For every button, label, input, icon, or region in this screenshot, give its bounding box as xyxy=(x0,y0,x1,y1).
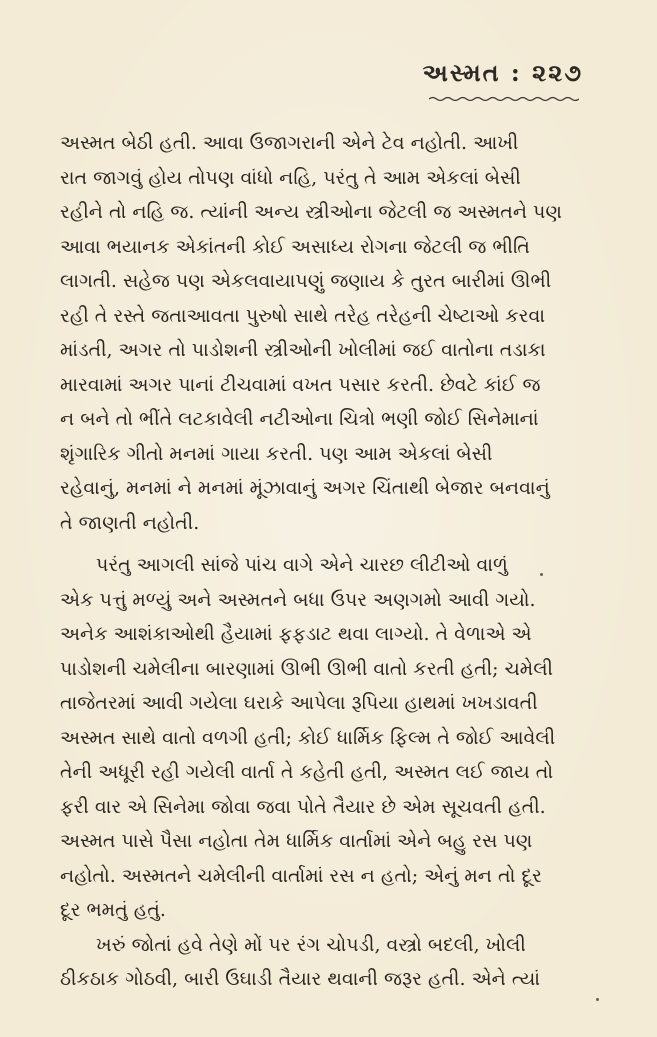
text-line: મારવામાં અગર પાનાં ટીચવામાં વખત પસાર કરતી. છેવટે કાંઈ જ xyxy=(60,373,541,396)
text-line: તાજેતરમાં આવી ગયેલા ઘરાકે આપેલા રૂપિયા હાથમાં ખખડાવતી xyxy=(60,692,538,714)
text-line: અસ્મત સાથે વાતો વળગી હતી; કોઈ ધાર્મિક ફિલ્મ તે જોઈ આવેલી xyxy=(60,726,556,749)
body-text xyxy=(60,126,590,997)
text-line: ખરું જોતાં હવે તેણે મોં પર રંગ ચોપડી, વસ્ત્રો બદલી, ખોલી xyxy=(96,933,526,956)
text-line: પરંતુ આગલી સાંજે પાંચ વાગે એને ચારછ લીટીઓ વાળું xyxy=(96,554,508,576)
text-line: રહીને તો નહિ જ. ત્યાંની અન્ય સ્ત્રીઓના જેટલી જ અસ્મતને પણ xyxy=(60,201,562,223)
text-line: દૂર ભમતું હતું. xyxy=(60,899,166,921)
text-line: ઠીકઠાક ગોઠવી, બારી ઉઘાડી તૈયાર થવાની જરૂર હતી. એને ત્યાં xyxy=(60,968,540,990)
text-line: ફરી વાર એ સિનેમા જોવા જવા પોતે તૈયાર છે એમ સૂચવતી હતી. xyxy=(60,795,546,818)
text-line: રાત જાગવું હોય તોપણ વાંધો નહિ, પરંતુ તે આમ એકલાં બેસી xyxy=(60,166,521,189)
wavy-rule-ornament xyxy=(429,96,579,102)
text-line: આવા ભયાનક એકાંતની કોઈ અસાધ્ય રોગના જેટલી જ ભીતિ xyxy=(60,235,530,258)
running-head: અસ્મત : ૨૨૭ xyxy=(422,58,583,87)
text-line: અસ્મત બેઠી હતી. આવા ઉજાગરાની એને ટેવ નહોતી. આખી xyxy=(60,132,519,154)
text-line: ન બને તો ભીંતે લટકાવેલી નટીઓના ચિત્રો ભણી જોઈ સિનેમાનાં xyxy=(60,408,539,430)
text-line: અનેક આશંકાઓથી હૈયામાં ફફડાટ થવા લાગ્યો. તે વેળાએ એ xyxy=(60,623,532,645)
text-line: શૃંગારિક ગીતો મનમાં ગાયા કરતી. પણ આમ એકલાં બેસી xyxy=(60,442,493,465)
text-line: રહેવાનું, મનમાં ને મનમાં મૂંઝાવાનું અગર ચિંતાથી બેજાર બનવાનું xyxy=(60,477,550,499)
text-line: એક પત્તું મળ્યું અને અસ્મતને બધા ઉપર અણગમો આવી ગયો. xyxy=(60,588,536,611)
text-line: તે જાણતી નહોતી. xyxy=(60,511,200,534)
paragraph-2 xyxy=(60,548,590,928)
text-line: તેની અધૂરી રહી ગયેલી વાર્તા તે કહેતી હતી, અસ્મત લઈ જાય તો xyxy=(60,761,554,783)
paragraph-1 xyxy=(60,126,590,540)
text-line: લાગતી. સહેજ પણ એકલવાયાપણું જણાય કે તુરત બારીમાં ઊભી xyxy=(60,270,552,292)
paper-speck xyxy=(596,998,599,1001)
paper-speck xyxy=(540,573,543,576)
text-line: નહોતો. અસ્મતને ચમેલીની વાર્તામાં રસ ન હતો; એનું મન તો દૂર xyxy=(60,864,542,887)
text-line: પાડોશની ચમેલીના બારણામાં ઊભી ઊભી વાતો કરતી હતી; ચમેલી xyxy=(60,657,553,680)
text-line: અસ્મત પાસે પૈસા નહોતા તેમ ધાર્મિક વાર્તામાં એને બહુ રસ પણ xyxy=(60,830,533,852)
text-line: માંડતી, અગર તો પાડોશની સ્ત્રીઓની ખોલીમાં જઈ વાતોના તડાકા xyxy=(60,339,546,361)
text-line: રહી તે રસ્તે જતાઆવતા પુરુષો સાથે તરેહ તરેહની ચેષ્ટાઓ કરવા xyxy=(60,304,545,327)
paragraph-3 xyxy=(60,928,590,997)
